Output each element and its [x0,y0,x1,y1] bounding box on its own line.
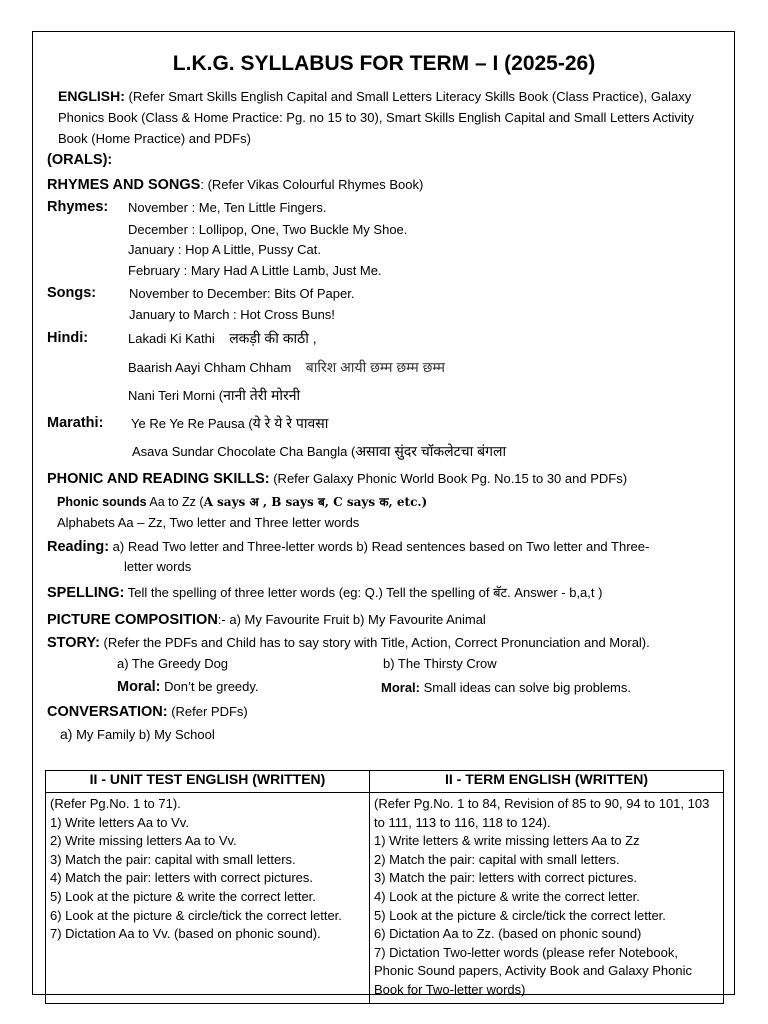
marathi-rhyme-2-latin: Asava Sundar Chocolate Cha Bangla ( [132,444,356,459]
written-exam-table [45,770,724,1004]
conversation-topics [60,726,215,744]
english-label: ENGLISH: [58,88,125,104]
table-row [46,793,724,1004]
songs-label: Songs: [47,285,97,301]
marathi-rhyme-2 [132,442,506,461]
hindi-rhyme-3 [128,386,300,405]
moral-a-text: Don’t be greedy. [160,679,259,694]
reading-line-2: letter words [124,559,192,574]
spelling-line [47,583,602,602]
unit-test-header: II - UNIT TEST ENGLISH (WRITTEN) [46,771,370,793]
story-text: (Refer the PDFs and Child has to say story with Title, Action, Correct Pronunciation and Moral). [99,635,650,650]
english-text: (Refer Smart Skills English Capital and Small Letters Literacy Skills Book (Class Practice), Galaxy Phonics Book (Class & Home Practice: Pg. no 15 to 30), Smart Skills English Capital and Small Letters Activity Book (Home Practice) and PDFs) [58,89,694,146]
story-b-moral [381,679,631,697]
term-line: 4) Look at the picture & write the correct letter. [374,888,640,904]
conversation-label: CONVERSATION: [47,704,168,720]
story-label: STORY: [47,635,100,651]
hindi-rhyme-3-devanagari: नानी तेरी मोरनी [223,387,301,403]
unit-test-line: 1) Write letters Aa to Vv. [50,814,189,830]
reading-line-1 [47,538,649,556]
rhymes-songs-text: : (Refer Vikas Colourful Rhymes Book) [200,177,424,192]
moral-a-label: Moral: [117,679,161,695]
unit-test-line: 5) Look at the picture & write the correct letter. [50,888,316,904]
term-line: 5) Look at the picture & circle/tick the correct letter. [374,907,666,923]
hindi-rhyme-1-devanagari: लकड़ी की काठी , [229,330,317,346]
song-jan-mar: January to March : Hot Cross Buns! [129,307,335,322]
story-a: a) The Greedy Dog [117,656,229,671]
hindi-rhyme-3-latin: Nani Teri Morni ( [128,388,224,403]
hindi-rhyme-2 [128,358,445,377]
moral-b-text: Small ideas can solve big problems. [420,680,631,695]
unit-test-line: 4) Match the pair: letters with correct pictures. [50,870,313,886]
term-line: 2) Match the pair: capital with small letters. [374,851,620,867]
hindi-label: Hindi: [47,330,89,346]
picture-composition-text: :- a) My Favourite Fruit b) My Favourite Animal [217,612,486,627]
marathi-rhyme-1-latin: Ye Re Ye Re Pausa ( [131,416,253,431]
story-b: b) The Thirsty Crow [383,656,497,671]
song-nov-dec: November to December: Bits Of Paper. [129,286,355,301]
term-header: II - TERM ENGLISH (WRITTEN) [370,771,724,793]
term-line: (Refer Pg.No. 1 to 84, Revision of 85 to 90, 94 to 101, 103 to 111, 113 to 116, 118 to 124). [374,796,710,830]
phonic-label: PHONIC AND READING SKILLS: [47,471,270,487]
picture-composition-line [47,611,486,629]
rhymes-label: Rhymes: [47,199,109,215]
orals-label: (ORALS): [47,152,113,168]
reading-text: a) Read Two letter and Three-letter words b) Read sentences based on Two letter and Three- [109,539,650,554]
english-section [58,86,708,149]
unit-test-line: 2) Write missing letters Aa to Vv. [50,833,237,849]
hindi-rhyme-2-latin: Baarish Aayi Chham Chham [128,360,292,375]
rhymes-songs-heading [47,176,423,194]
marathi-rhyme-2-devanagari: असावा सुंदर चॉकलेटचा बंगला [355,443,507,459]
story-a-moral [117,678,259,696]
moral-b-label: Moral: [381,680,420,695]
reading-label: Reading: [47,539,110,555]
rhyme-february: February : Mary Had A Little Lamb, Just Me. [128,263,382,278]
phonic-heading [47,470,627,488]
phonic-sounds-examples: A says अ , B says ब, C says क, etc.) [203,495,428,509]
conversation-text: (Refer PDFs) [167,704,248,719]
marathi-rhyme-1 [131,414,328,433]
phonic-text: (Refer Galaxy Phonic World Book Pg. No.15 to 30 and PDFs) [269,471,628,486]
rhyme-november: November : Me, Ten Little Fingers. [128,200,327,215]
term-line: 7) Dictation Two-letter words (please refer Notebook, Phonic Sound papers, Activity Book and Galaxy Phonic Book for Two-letter words) [374,944,692,997]
story-line [47,634,650,652]
phonic-sounds-label: Phonic sounds [57,495,147,509]
unit-test-line: 6) Look at the picture & circle/tick the correct letter. [50,907,342,923]
unit-test-line: (Refer Pg.No. 1 to 71). [50,796,181,811]
unit-test-line: 7) Dictation Aa to Vv. (based on phonic sound). [50,926,321,942]
conversation-a-label: a) [60,726,73,742]
table-header-row [46,771,724,793]
phonic-sounds-line [57,493,427,510]
term-line: 1) Write letters & write missing letters Aa to Zz [374,833,640,849]
term-cell [370,793,724,1004]
marathi-rhyme-1-devanagari: ये रे ये रे पावसा [252,415,329,431]
rhyme-december: December : Lollipop, One, Two Buckle My Shoe. [128,222,408,237]
hindi-rhyme-1 [128,329,317,348]
unit-test-cell [46,793,370,1004]
conversation-line [47,703,248,721]
hindi-rhyme-1-latin: Lakadi Ki Kathi [128,331,215,346]
phonic-alphabets: Alphabets Aa – Zz, Two letter and Three letter words [57,515,360,530]
term-line: 3) Match the pair: letters with correct pictures. [374,870,637,886]
picture-composition-label: PICTURE COMPOSITION [47,612,218,628]
page-title: L.K.G. SYLLABUS FOR TERM – I (2025-26) [172,52,596,75]
rhyme-january: January : Hop A Little, Pussy Cat. [128,242,321,257]
conversation-a-text: My Family b) My School [72,727,215,742]
phonic-sounds-text: Aa to Zz ( [146,495,204,509]
spelling-text: Tell the spelling of three letter words (eg: Q.) Tell the spelling of बॅट. Answer - b,a,t ) [124,585,603,600]
term-line: 6) Dictation Aa to Zz. (based on phonic sound) [374,926,642,942]
spelling-label: SPELLING: [47,585,125,601]
unit-test-line: 3) Match the pair: capital with small letters. [50,851,296,867]
rhymes-songs-label: RHYMES AND SONGS [47,177,201,193]
hindi-rhyme-2-devanagari: बारिश आयी छम्म छम्म छम्म [305,359,445,375]
marathi-label: Marathi: [47,415,104,431]
